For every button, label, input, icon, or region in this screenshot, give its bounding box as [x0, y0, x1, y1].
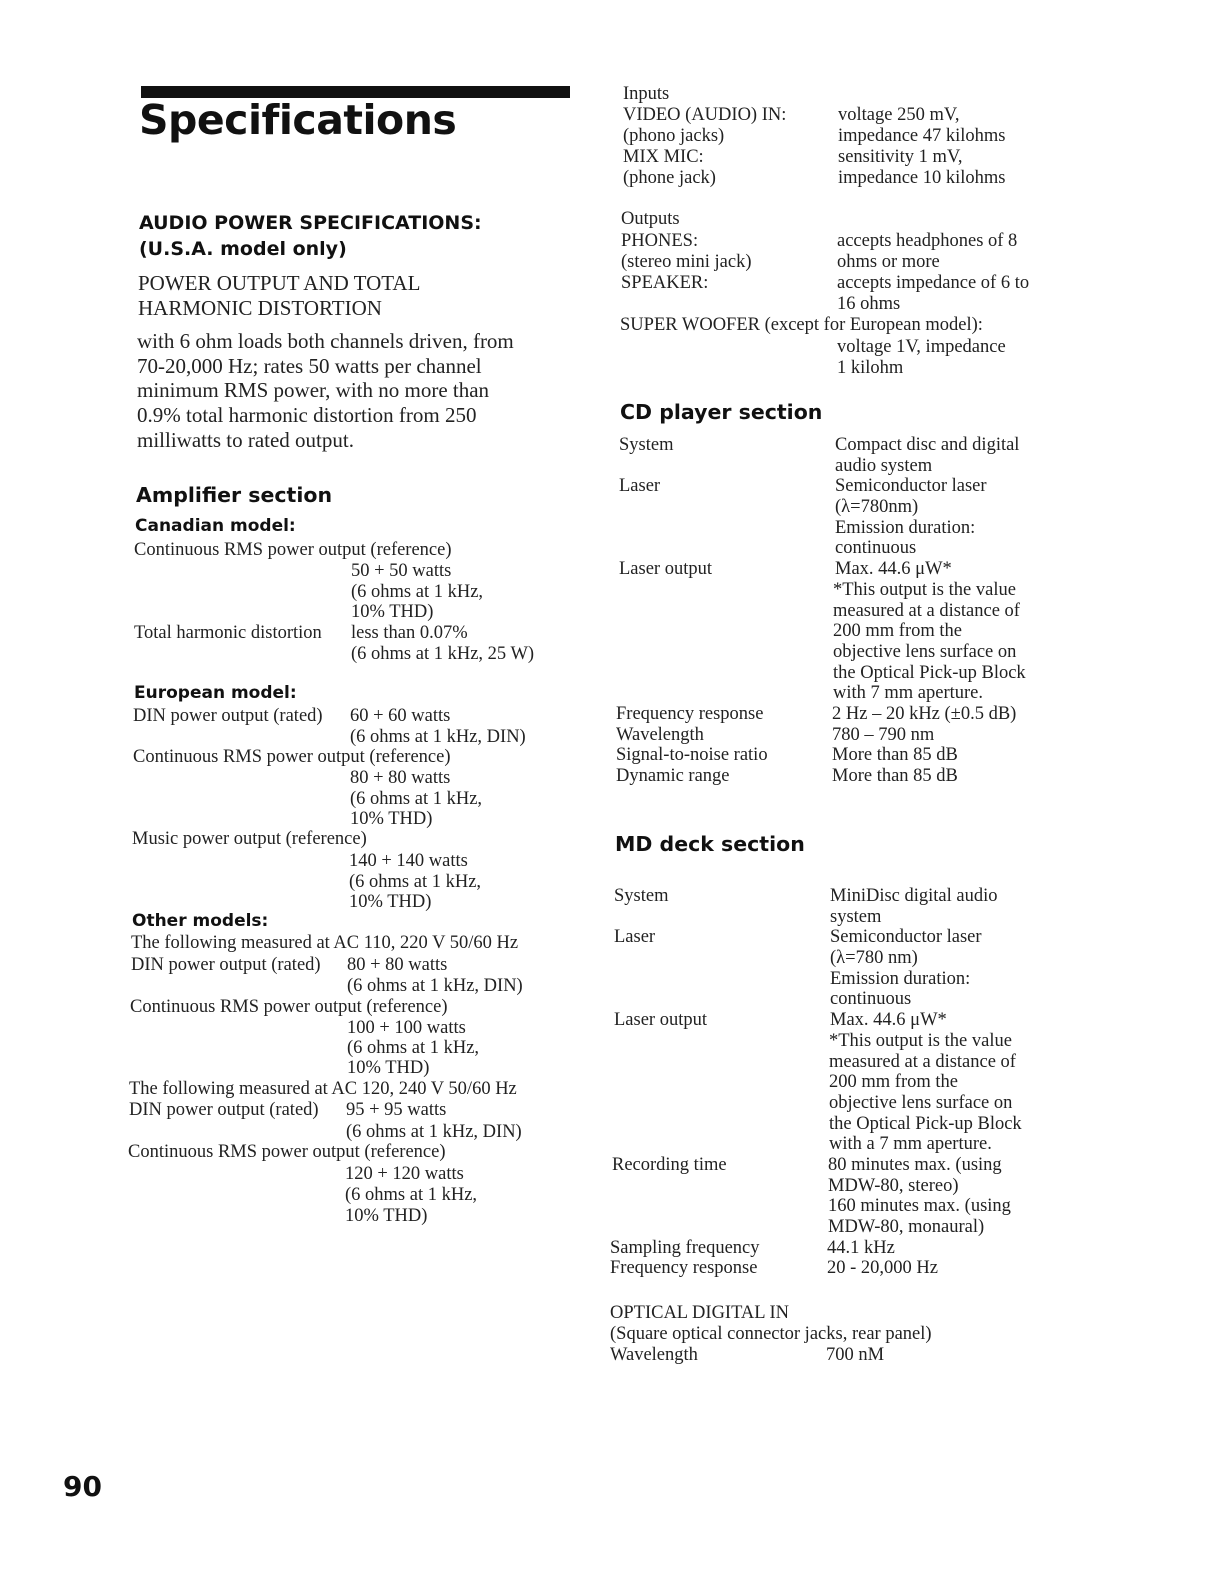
super-woofer-value: voltage 1V, impedance — [837, 337, 1006, 357]
md-row-value: (λ=780 nm) — [830, 948, 918, 969]
other-line: DIN power output (rated) — [129, 1100, 319, 1120]
cd-row-value: 780 – 790 nm — [832, 724, 935, 745]
md-row-value: *This output is the value — [829, 1030, 1012, 1051]
md-row-label: Sampling frequency — [610, 1237, 760, 1258]
md-row-value: Emission duration: — [830, 968, 971, 989]
cd-row — [616, 725, 1026, 746]
md-section-heading: MD deck section — [615, 832, 805, 856]
european-value: (6 ohms at 1 kHz, DIN) — [350, 727, 526, 747]
other-value: 80 + 80 watts — [347, 955, 448, 975]
md-row — [614, 989, 1022, 1010]
cd-row-value: Max. 44.6 μW* — [835, 559, 952, 580]
european-value: 140 + 140 watts — [349, 851, 468, 871]
inputs-row-value: impedance 10 kilohms — [838, 168, 1006, 188]
audio-power-heading-1: AUDIO POWER SPECIFICATIONS: — [139, 212, 482, 234]
cd-row-value: objective lens surface on — [833, 641, 1017, 662]
md-row-value: 160 minutes max. (using — [828, 1196, 1011, 1217]
md-row — [614, 1114, 1022, 1135]
md-row — [614, 907, 1022, 928]
outputs-row-label: PHONES: — [621, 231, 699, 251]
canadian-value: 50 + 50 watts — [351, 561, 452, 581]
md-row — [614, 1031, 1022, 1052]
cd-row — [619, 683, 1026, 704]
optical-digital-in: OPTICAL DIGITAL IN — [610, 1303, 790, 1323]
other-line: DIN power output (rated) — [131, 955, 321, 975]
canadian-line: Continuous RMS power output (reference) — [134, 540, 452, 560]
md-row-value: 200 mm from the — [829, 1072, 958, 1093]
md-row — [614, 886, 1022, 907]
inputs-row-value: impedance 47 kilohms — [838, 126, 1006, 146]
cd-row — [616, 745, 1026, 766]
cd-row-label: Laser output — [619, 559, 712, 580]
optical-connector-note: (Square optical connector jacks, rear panel) — [610, 1324, 932, 1344]
cd-row-value: 200 mm from the — [833, 621, 962, 642]
md-row — [610, 1238, 1022, 1259]
other-value: (6 ohms at 1 kHz, DIN) — [347, 976, 523, 996]
audio-power-heading-2: (U.S.A. model only) — [139, 238, 347, 260]
md-row-value: 80 minutes max. (using — [828, 1154, 1002, 1175]
european-line: Music power output (reference) — [132, 829, 367, 849]
md-row-value: MDW-80, stereo) — [828, 1175, 959, 1196]
inputs-row-value: voltage 250 mV, — [838, 105, 960, 125]
md-row — [612, 1217, 1022, 1238]
european-value: (6 ohms at 1 kHz, — [349, 872, 482, 892]
inputs-label: Inputs — [623, 84, 670, 104]
cd-row — [619, 497, 1026, 518]
outputs-row-value: accepts impedance of 6 to — [837, 273, 1030, 293]
cd-row-label: System — [619, 435, 674, 455]
other-line: Continuous RMS power output (reference) — [130, 997, 448, 1017]
md-row-value: measured at a distance of — [829, 1051, 1016, 1072]
md-row — [614, 969, 1022, 990]
md-row-value: objective lens surface on — [829, 1092, 1013, 1113]
other-value: 95 + 95 watts — [346, 1100, 447, 1120]
cd-row — [619, 663, 1026, 684]
cd-row-value: *This output is the value — [833, 579, 1016, 600]
md-row — [614, 1052, 1022, 1073]
md-spec-table — [610, 886, 1022, 1279]
outputs-row-value: ohms or more — [837, 252, 940, 272]
md-row-label: Recording time — [612, 1154, 727, 1175]
cd-row-label: Dynamic range — [616, 766, 730, 786]
cd-row-value: Compact disc and digital — [835, 435, 1020, 455]
other-line: The following measured at AC 110, 220 V 50/60 Hz — [131, 933, 519, 953]
paragraph-line: 0.9% total harmonic distortion from 250 — [137, 403, 477, 428]
cd-row — [619, 559, 1026, 580]
cd-row — [616, 766, 1026, 787]
other-value: (6 ohms at 1 kHz, DIN) — [346, 1122, 522, 1142]
paragraph-line: minimum RMS power, with no more than — [137, 378, 490, 403]
outputs-row-value: accepts headphones of 8 — [837, 231, 1018, 251]
md-row — [610, 1258, 1022, 1279]
md-row-value: MDW-80, monaural) — [828, 1217, 985, 1237]
cd-row — [619, 642, 1026, 663]
cd-row-value: Emission duration: — [835, 517, 976, 538]
european-line: DIN power output (rated) — [133, 706, 323, 726]
outputs-label: Outputs — [621, 209, 680, 229]
cd-row-value: 2 Hz – 20 kHz (±0.5 dB) — [832, 703, 1017, 724]
european-value: (6 ohms at 1 kHz, — [350, 789, 483, 809]
amplifier-heading: Amplifier section — [136, 483, 333, 507]
cd-row — [619, 456, 1026, 477]
outputs-row-label: (stereo mini jack) — [621, 252, 752, 272]
md-row-value: Max. 44.6 μW* — [830, 1010, 947, 1031]
optical-wavelength-label: Wavelength — [610, 1345, 698, 1365]
cd-row-value: the Optical Pick-up Block — [833, 662, 1026, 683]
other-value: 10% THD) — [347, 1058, 430, 1078]
md-row-label: System — [614, 886, 669, 906]
page-title: Specifications — [139, 96, 457, 144]
other-value: (6 ohms at 1 kHz, — [347, 1038, 480, 1058]
cd-row-value: More than 85 dB — [832, 745, 958, 766]
power-output-heading-2: HARMONIC DISTORTION — [138, 296, 382, 320]
page-number: 90 — [63, 1470, 102, 1503]
cd-row-label: Frequency response — [616, 703, 764, 724]
canadian-value: less than 0.07% — [351, 623, 468, 643]
inputs-row-label: MIX MIC: — [623, 147, 704, 167]
european-value: 10% THD) — [349, 892, 432, 912]
md-row-value: 44.1 kHz — [827, 1237, 895, 1258]
other-line: The following measured at AC 120, 240 V 50/60 Hz — [129, 1079, 517, 1099]
cd-row-label: Wavelength — [616, 724, 704, 745]
european-value: 80 + 80 watts — [350, 768, 451, 788]
canadian-line: Total harmonic distortion — [134, 623, 322, 643]
md-row — [612, 1196, 1022, 1217]
paragraph-line: 70-20,000 Hz; rates 50 watts per channel — [137, 353, 482, 378]
inputs-row-value: sensitivity 1 mV, — [838, 147, 963, 167]
md-row-value: MiniDisc digital audio — [830, 886, 998, 906]
cd-spec-table — [616, 435, 1026, 787]
cd-row-label: Laser — [619, 476, 661, 497]
cd-row — [619, 435, 1026, 456]
md-row — [612, 1176, 1022, 1197]
canadian-model-label: Canadian model: — [135, 516, 296, 536]
super-woofer-line: SUPER WOOFER (except for European model): — [620, 315, 983, 335]
cd-row-value: More than 85 dB — [832, 766, 958, 786]
md-row-label: Frequency response — [610, 1258, 758, 1279]
cd-row — [619, 580, 1026, 601]
cd-row — [619, 601, 1026, 622]
md-row — [612, 1155, 1022, 1176]
other-models-label: Other models: — [132, 911, 269, 931]
cd-row-value: audio system — [835, 455, 933, 476]
md-row-label: Laser — [614, 927, 656, 948]
md-row — [614, 1134, 1022, 1155]
cd-row-label: Signal-to-noise ratio — [616, 745, 768, 766]
md-row — [614, 1010, 1022, 1031]
cd-row-value: Semiconductor laser — [835, 476, 987, 497]
outputs-row-value: 16 ohms — [837, 294, 901, 314]
audio-power-paragraph — [137, 329, 514, 452]
md-row — [614, 948, 1022, 969]
md-row — [614, 927, 1022, 948]
canadian-value: 10% THD) — [351, 602, 434, 622]
md-row-value: system — [830, 906, 882, 927]
inputs-row-label: VIDEO (AUDIO) IN: — [623, 105, 787, 125]
inputs-row-label: (phono jacks) — [623, 126, 725, 146]
md-row-value: Semiconductor laser — [830, 927, 982, 948]
optical-wavelength-value: 700 nM — [826, 1345, 885, 1365]
european-model-label: European model: — [134, 683, 297, 703]
md-row-value: 20 - 20,000 Hz — [827, 1258, 938, 1279]
european-value: 10% THD) — [350, 809, 433, 829]
canadian-value: (6 ohms at 1 kHz, 25 W) — [351, 644, 535, 664]
european-line: Continuous RMS power output (reference) — [133, 747, 451, 767]
md-row — [614, 1072, 1022, 1093]
cd-row — [616, 704, 1026, 725]
other-value: (6 ohms at 1 kHz, — [345, 1185, 478, 1205]
cd-row-value: continuous — [835, 538, 917, 559]
md-row-label: Laser output — [614, 1010, 707, 1031]
power-output-heading-1: POWER OUTPUT AND TOTAL — [138, 271, 421, 295]
other-value: 10% THD) — [345, 1206, 428, 1226]
canadian-value: (6 ohms at 1 kHz, — [351, 582, 484, 602]
other-value: 100 + 100 watts — [347, 1018, 466, 1038]
cd-row — [619, 518, 1026, 539]
cd-row — [619, 476, 1026, 497]
paragraph-line: milliwatts to rated output. — [137, 427, 354, 452]
european-value: 60 + 60 watts — [350, 706, 451, 726]
md-row-value: continuous — [830, 989, 912, 1010]
cd-row-value: with 7 mm aperture. — [833, 683, 984, 704]
md-row-value: the Optical Pick-up Block — [829, 1113, 1022, 1134]
inputs-row-label: (phone jack) — [623, 168, 716, 188]
cd-row-value: measured at a distance of — [833, 600, 1020, 621]
cd-row-value: (λ=780nm) — [835, 497, 919, 518]
outputs-row-label: SPEAKER: — [621, 273, 709, 293]
md-row — [614, 1093, 1022, 1114]
md-row-value: with a 7 mm aperture. — [829, 1134, 992, 1155]
cd-section-heading: CD player section — [620, 400, 823, 424]
cd-row — [619, 621, 1026, 642]
other-line: Continuous RMS power output (reference) — [128, 1142, 446, 1162]
paragraph-line: with 6 ohm loads both channels driven, from — [137, 329, 514, 353]
other-value: 120 + 120 watts — [345, 1164, 464, 1184]
super-woofer-value: 1 kilohm — [837, 358, 904, 378]
cd-row — [619, 538, 1026, 559]
